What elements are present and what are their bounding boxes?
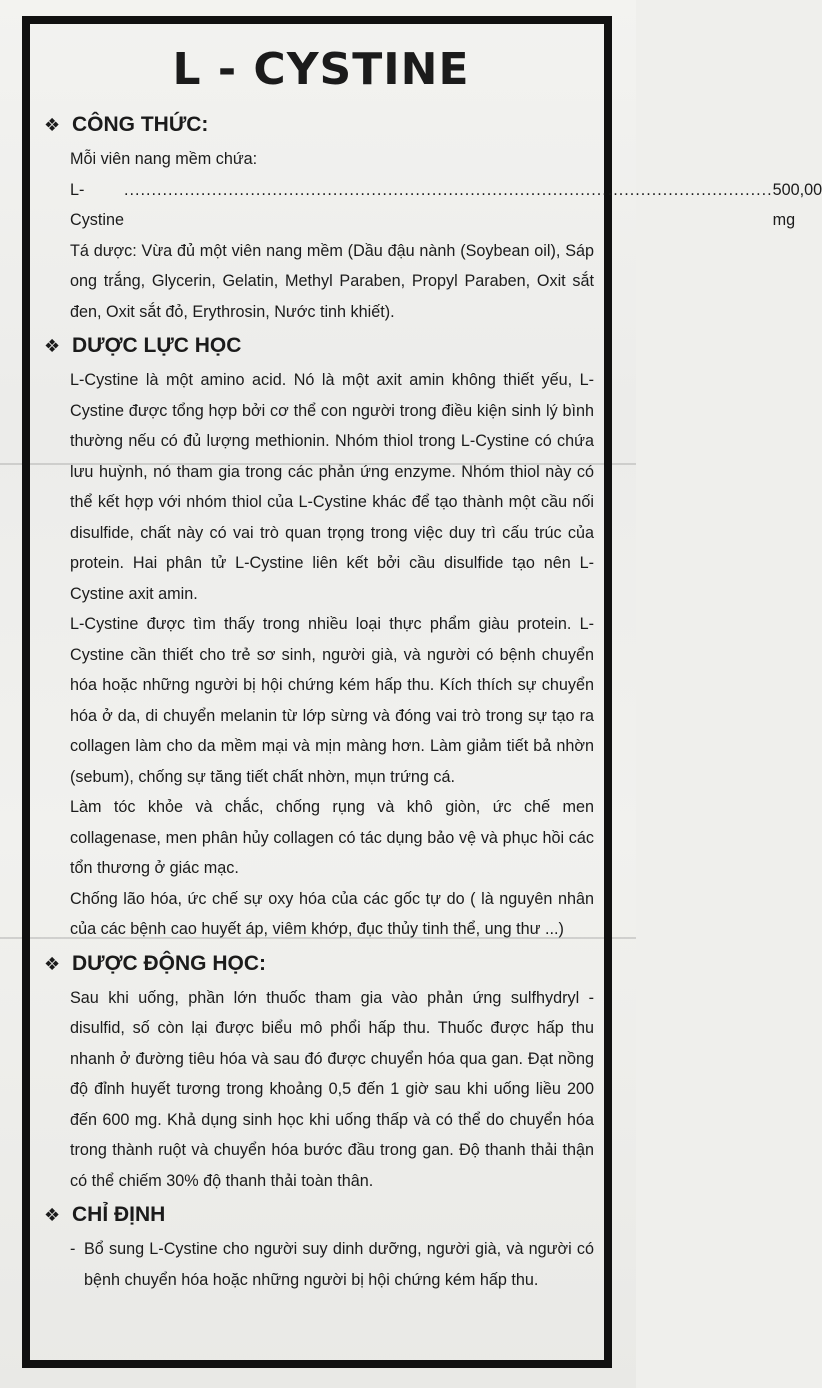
paragraph: Làm tóc khỏe và chắc, chống rụng và khô giòn, ức chế men collagenase, men phân hủy collagen có tác dụng bảo vệ và phục hồi các tổn thương ở giác mạc.: [70, 798, 594, 877]
list-item: [70, 1234, 594, 1295]
paragraph: L-Cystine là một amino acid. Nó là một axit amin không thiết yếu, L-Cystine được tổng hợp bởi cơ thể con người trong điều kiện sinh lý bình thường nếu có đủ lượng methionin. Nhóm thiol trong L-Cystine có chứa lưu huỳnh, nó tham gia trong các phản ứng enzyme. Nhóm thiol này có thể kết hợp với nhóm thiol của L-Cystine khác để tạo thành một cầu nối disulfide, chất này có vai trò quan trọng trong việc duy trì cấu trúc của protein. Hai phân tử L-Cystine liên kết bởi cầu disulfide tạo nên L-Cystine axit amin.: [70, 371, 594, 603]
ingredient-amount: 500,00 mg: [772, 180, 822, 229]
formula-body: [48, 144, 822, 327]
pharmacokinetics-heading-text: DƯỢC ĐỘNG HỌC:: [72, 951, 266, 975]
indications-heading-text: CHỈ ĐỊNH: [72, 1203, 166, 1226]
pharmacodynamics-body: [48, 365, 594, 945]
diamond-bullet-icon: ❖: [44, 115, 61, 135]
formula-line: Mỗi viên nang mềm chứa:: [70, 150, 258, 168]
dash-marker: -: [70, 1240, 76, 1258]
formula-heading: [44, 110, 594, 140]
paragraph: L-Cystine được tìm thấy trong nhiều loại thực phẩm giàu protein. L-Cystine cần thiết cho trẻ sơ sinh, người già, và người có bệnh chuyển hóa hoặc những người bị hội chứng kém hấp thu. Kích thích sự chuyển hóa ở da, di chuyển melanin từ lớp sừng và đóng vai trò trong sự tạo ra collagen làm cho da mềm mại và mịn màng hơn. Làm giảm tiết bả nhờn (sebum), chống sự tăng tiết chất nhờn, mụn trứng cá.: [70, 615, 594, 786]
indication-text: Bổ sung L-Cystine cho người suy dinh dưỡng, người già, và người có bệnh chuyển hóa hoặc những người bị hội chứng kém hấp thu.: [84, 1240, 594, 1289]
ingredient-name: L-Cystine: [70, 180, 124, 229]
indications-heading: [44, 1200, 594, 1230]
pharmacokinetics-body: [48, 983, 594, 1197]
pharmacodynamics-heading: [44, 331, 594, 361]
paragraph: Sau khi uống, phần lớn thuốc tham gia vào phản ứng sulfhydryl - disulfid, số còn lại được biểu mô phổi hấp thu. Thuốc được hấp thu nhanh ở đường tiêu hóa và sau đó được chuyển hóa qua gan. Đạt nồng độ đỉnh huyết tương trong khoảng 0,5 đến 1 giờ sau khi uống liều 200 đến 600 mg. Khả dụng sinh học khi uống thấp và có thể do chuyển hóa trong thành ruột và chuyển hóa bước đầu trong gan. Độ thanh thải thận có thể chiếm 30% độ thanh thải toàn thân.: [70, 988, 594, 1190]
ingredient-row: [70, 175, 822, 236]
diamond-bullet-icon: ❖: [44, 336, 61, 356]
dot-leader: ......................................................................................................................: [123, 180, 773, 199]
leaflet-content: [44, 34, 822, 1295]
pharmacokinetics-heading: [44, 949, 594, 979]
diamond-bullet-icon: ❖: [44, 953, 61, 974]
excipients-text: Tá dược: Vừa đủ một viên nang mềm (Dầu đậu nành (Soybean oil), Sáp ong trắng, Glycerin, Gelatin, Methyl Paraben, Propyl Paraben, Oxit sắt đen, Oxit sắt đỏ, Erythrosin, Nước tinh khiết).: [70, 241, 594, 321]
indications-body: [48, 1234, 594, 1295]
pharmacodynamics-heading-text: DƯỢC LỰC HỌC: [72, 334, 242, 357]
product-title: L - CYSTINE: [172, 44, 470, 95]
diamond-bullet-icon: ❖: [44, 1205, 61, 1225]
paragraph: Chống lão hóa, ức chế sự oxy hóa của các gốc tự do ( là nguyên nhân của các bệnh cao huyết áp, viêm khớp, đục thủy tinh thể, ung thư ...): [70, 889, 594, 938]
formula-heading-text: CÔNG THỨC:: [72, 113, 209, 136]
